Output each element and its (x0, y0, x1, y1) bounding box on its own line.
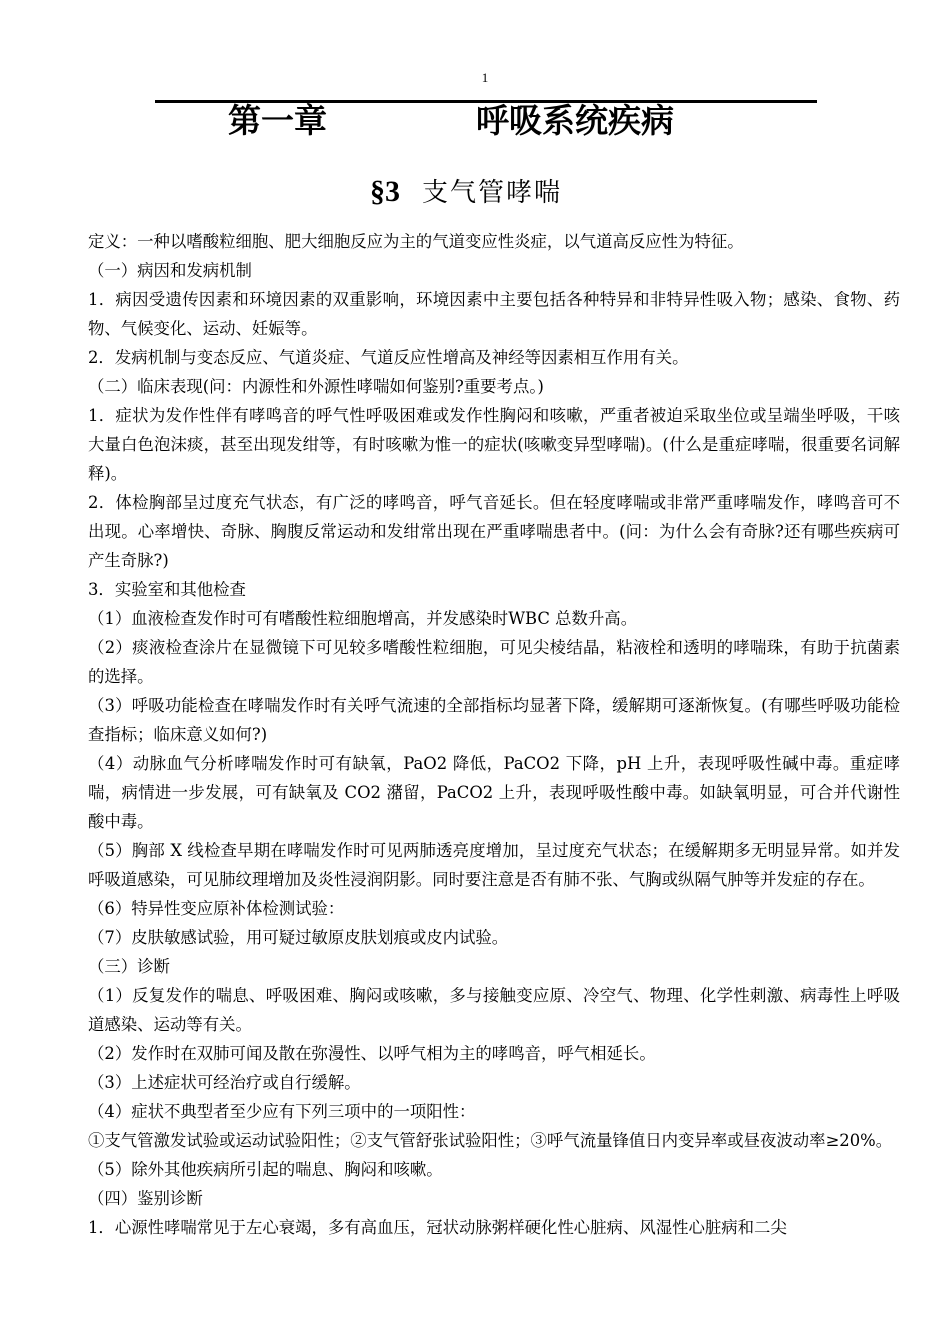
paragraph: （7）皮肤敏感试验，用可疑过敏原皮肤划痕或皮内试验。 (88, 928, 509, 947)
document-body (88, 227, 900, 1242)
paragraph: （3）上述症状可经治疗或自行缓解。 (88, 1073, 361, 1092)
paragraph: 1．心源性哮喘常见于左心衰竭，多有高血压，冠状动脉粥样硬化性心脏病、风湿性心脏病和二尖 (88, 1218, 787, 1237)
heading-etiology: （一）病因和发病机制 (88, 261, 252, 280)
paragraph: （3）呼吸功能检查在哮喘发作时有关呼气流速的全部指标均显著下降，缓解期可逐渐恢复。(有哪些呼吸功能检查指标；临床意义如何?) (88, 696, 900, 744)
paragraph: 2．发病机制与变态反应、气道炎症、气道反应性增高及神经等因素相互作用有关。 (88, 348, 689, 367)
chapter-number: 第一章 (228, 101, 327, 140)
paragraph-definition: 定义：一种以嗜酸粒细胞、肥大细胞反应为主的气道变应性炎症，以气道高反应性为特征。 (88, 232, 744, 251)
paragraph: （4）症状不典型者至少应有下列三项中的一项阳性： (88, 1102, 476, 1121)
paragraph: （2）痰液检查涂片在显微镜下可见较多嗜酸性粒细胞，可见尖棱结晶，粘液栓和透明的哮喘珠，有助于抗菌素的选择。 (88, 638, 900, 686)
paragraph: 2．体检胸部呈过度充气状态，有广泛的哮鸣音，呼气音延长。但在轻度哮喘或非常严重哮喘发作，哮鸣音可不出现。心率增快、奇脉、胸腹反常运动和发绀常出现在严重哮喘患者中。(问：为什么会有奇脉?还有哪些疾病可产生奇脉?) (88, 493, 900, 570)
paragraph: 1．病因受遗传因素和环境因素的双重影响，环境因素中主要包括各种特异和非特异性吸入物；感染、食物、药物、气候变化、运动、妊娠等。 (88, 290, 900, 338)
paragraph: （6）特异性变应原补体检测试验： (88, 899, 345, 918)
paragraph: （5）胸部 X 线检查早期在哮喘发作时可见两肺透亮度增加，呈过度充气状态；在缓解期多无明显异常。如并发呼吸道感染，可见肺纹理增加及炎性浸润阴影。同时要注意是否有肺不张、气胸或纵隔气肿等并发症的存在。 (88, 841, 900, 889)
heading-differential: （四）鉴别诊断 (88, 1189, 203, 1208)
chapter-title: 呼吸系统疾病 (476, 101, 674, 140)
paragraph: （2）发作时在双肺可闻及散在弥漫性、以呼气相为主的哮鸣音，呼气相延长。 (88, 1044, 656, 1063)
section-title: 支气管哮喘 (422, 178, 563, 207)
paragraph: 3．实验室和其他检查 (88, 580, 246, 599)
section-symbol: §3 (370, 175, 400, 208)
paragraph: （1）反复发作的喘息、呼吸困难、胸闷或咳嗽，多与接触变应原、冷空气、物理、化学性刺激、病毒性上呼吸道感染、运动等有关。 (88, 986, 900, 1034)
chapter-heading (228, 101, 768, 141)
paragraph: ①支气管激发试验或运动试验阳性；②支气管舒张试验阳性；③呼气流量锋值日内变异率或昼夜波动率≥20%。 (88, 1131, 893, 1150)
section-heading (370, 172, 562, 212)
heading-clinical: （二）临床表现(问：内源性和外源性哮喘如何鉴别?重要考点。) (88, 377, 544, 396)
paragraph: （5）除外其他疾病所引起的喘息、胸闷和咳嗽。 (88, 1160, 443, 1179)
paragraph: 1．症状为发作性伴有哮鸣音的呼气性呼吸困难或发作性胸闷和咳嗽，严重者被迫采取坐位或呈端坐呼吸，干咳大量白色泡沫痰，甚至出现发绀等，有时咳嗽为惟一的症状(咳嗽变异型哮喘)。(什么是重症哮喘，很重要名词解释)。 (88, 406, 900, 483)
page-number: 1 (481, 70, 489, 85)
paragraph: （4）动脉血气分析哮喘发作时可有缺氧，PaO2 降低，PaCO2 下降，pH 上升，表现呼吸性碱中毒。重症哮喘，病情进一步发展，可有缺氧及 CO2 潴留，PaCO2 上升，表现呼吸性酸中毒。如缺氧明显，可合并代谢性酸中毒。 (88, 754, 900, 831)
heading-diagnosis: （三）诊断 (88, 957, 170, 976)
paragraph: （1）血液检查发作时可有嗜酸性粒细胞增高，并发感染时WBC 总数升高。 (88, 609, 638, 628)
